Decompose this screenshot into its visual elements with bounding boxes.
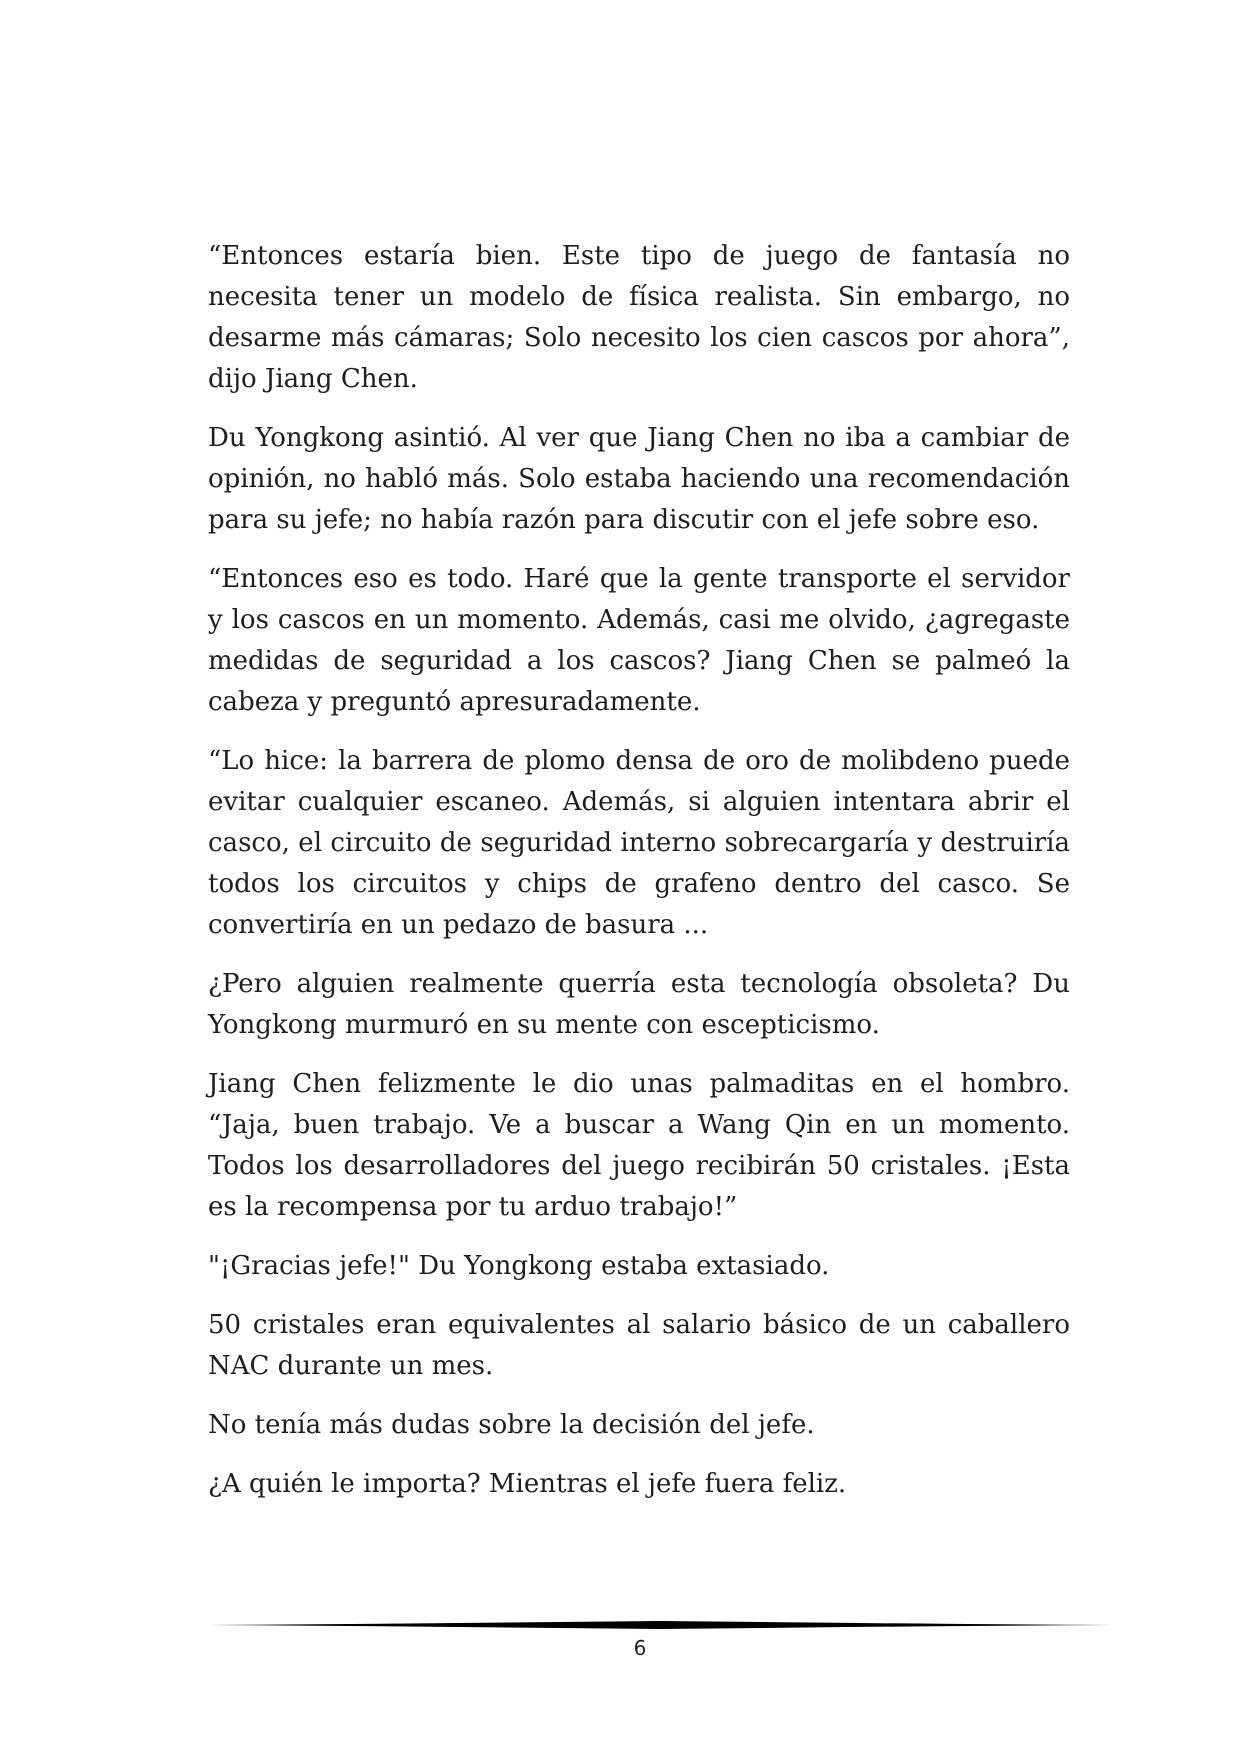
- paragraph-7: "¡Gracias jefe!" Du Yongkong estaba extasiado.: [208, 1251, 830, 1281]
- footer-rule: [208, 1618, 1113, 1632]
- paragraph-10: ¿A quién le importa? Mientras el jefe fuera feliz.: [208, 1469, 847, 1499]
- paragraph-6: Jiang Chen felizmente le dio unas palmaditas en el hombro. “Jaja, buen trabajo. Ve a buscar a Wang Qin en un momento. Todos los desarrolladores del juego recibirán 50 cristales. ¡Esta es la recompensa por tu arduo trabajo!”: [208, 1069, 1070, 1222]
- page-number: 6: [633, 1636, 647, 1660]
- paragraph-2: Du Yongkong asintió. Al ver que Jiang Chen no iba a cambiar de opinión, no habló más. Solo estaba haciendo una recomendación para su jefe; no había razón para discutir con el jefe sobre eso.: [208, 423, 1070, 535]
- footer-rule-swash: [208, 1621, 1113, 1629]
- paragraph-9: No tenía más dudas sobre la decisión del jefe.: [208, 1410, 815, 1440]
- paragraph-5: ¿Pero alguien realmente querría esta tecnología obsoleta? Du Yongkong murmuró en su mente con escepticismo.: [208, 969, 1070, 1040]
- paragraph-8: 50 cristales eran equivalentes al salario básico de un caballero NAC durante un mes.: [208, 1310, 1070, 1381]
- paragraph-1: “Entonces estaría bien. Este tipo de juego de fantasía no necesita tener un modelo de física realista. Sin embargo, no desarme más cámaras; Solo necesito los cien cascos por ahora”, dijo Jiang Chen.: [208, 241, 1070, 394]
- paragraph-4: “Lo hice: la barrera de plomo densa de oro de molibdeno puede evitar cualquier escaneo. Además, si alguien intentara abrir el casco, el circuito de seguridad interno sobrecargaría y destruiría todos los circuitos y chips de grafeno dentro del casco. Se convertiría en un pedazo de basura ...: [208, 746, 1070, 940]
- paragraph-3: “Entonces eso es todo. Haré que la gente transporte el servidor y los cascos en un momento. Además, casi me olvido, ¿agregaste medidas de seguridad a los cascos? Jiang Chen se palmeó la cabeza y preguntó apresuradamente.: [208, 564, 1070, 717]
- body-text: [208, 236, 1070, 1523]
